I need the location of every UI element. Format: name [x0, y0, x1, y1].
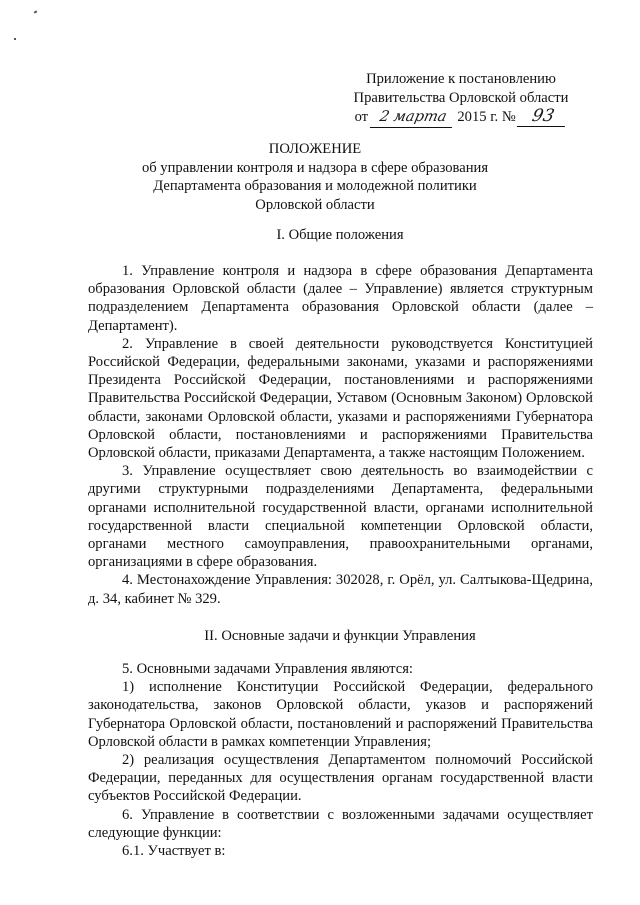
year-and-number-label: 2015 г. № [457, 109, 516, 125]
appendix-line-1: Приложение к постановлению [366, 71, 556, 87]
handwritten-date: 2 марта [370, 108, 456, 128]
document-title [120, 140, 510, 214]
paragraph: 6.1. Участвует в: [122, 843, 226, 860]
paragraph: 5. Основными задачами Управления являются: [122, 661, 413, 677]
title-line-4: Орловской области [255, 196, 375, 213]
title-line-2: об управлении контроля и надзора в сфере образования [141, 159, 489, 176]
appendix-header [330, 70, 592, 128]
paragraph: 6. Управление в соответствии с возложенными задачами осуществляет следующие функции: [88, 806, 593, 841]
title-line-3: Департамента образования и молодежной политики [153, 178, 477, 194]
scan-speck [14, 38, 16, 40]
date-prefix: от [354, 109, 369, 125]
appendix-line-2: Правительства Орловской области [353, 89, 569, 106]
paragraph: 4. Местонахождение Управления: 302028, г. Орёл, ул. Салтыкова-Щедрина, д. 34, кабинет № 329. [88, 572, 593, 607]
section-2-body [88, 660, 593, 860]
section-1-body [88, 262, 593, 608]
paragraph: 3. Управление осуществляет свою деятельность во взаимодействии с другими структурными подразделениями Департамента, федеральными органами исполнительной государственной власти, органами исполнительной государственной власти специальной компетенции Орловской области, органами местного самоуправления, правоохранительными органами, организациями в сфере образования. [88, 463, 593, 571]
paragraph: 1) исполнение Конституции Российской Федерации, федерального законодательства, законов Орловской области, указов и распоряжений Губернатора Орловской области, постановлений и распоряжений Правительства Орловской области в рамках компетенции Управления; [88, 679, 593, 750]
title-line-1: ПОЛОЖЕНИЕ [268, 141, 362, 157]
handwritten-number: 93 [517, 107, 569, 127]
paragraph: 1. Управление контроля и надзора в сфере образования Департамента образования Орловской области (далее – Управление) является структурным подразделением Департамента образования Орловской области (далее – Департамент). [88, 263, 593, 334]
paragraph: 2. Управление в своей деятельности руководствуется Конституцией Российской Федерации, федеральными законами, указами и распоряжениями Президента Российской Федерации, постановлениями и распоряжениями Правительства Российской Федерации, Уставом (Основным Законом) Орловской области, законами Орловской области, указами и распоряжениями Губернатора Орловской области, постановлениями и распоряжениями Правительства Орловской области, приказами Департамента, а также настоящим Положением. [88, 335, 593, 462]
appendix-date-line [330, 107, 592, 128]
scan-speck [34, 10, 38, 13]
section-1-heading: I. Общие положения [276, 227, 404, 243]
section-2-heading: II. Основные задачи и функции Управления [204, 628, 476, 644]
paragraph: 2) реализация осуществления Департаментом полномочий Российской Федерации, переданных для осуществления органам государственной власти субъектов Российской Федерации. [88, 752, 593, 805]
